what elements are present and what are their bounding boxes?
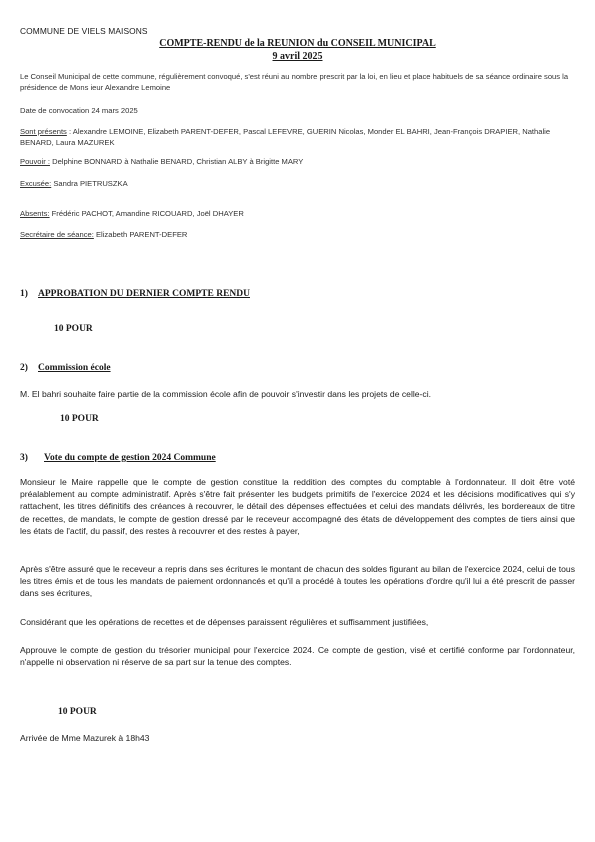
section-3-number: 3) bbox=[20, 453, 28, 463]
attendance-excusee bbox=[20, 179, 580, 190]
pouvoir-label: Pouvoir : bbox=[20, 157, 50, 166]
section-2-heading bbox=[20, 363, 111, 373]
attendance-pouvoir bbox=[20, 157, 580, 168]
secretaire-label: Secrétaire de séance: bbox=[20, 230, 94, 239]
section-3-heading bbox=[20, 453, 216, 463]
arrival-note: Arrivée de Mme Mazurek à 18h43 bbox=[20, 733, 150, 743]
section-2-body: M. El bahri souhaite faire partie de la commission école afin de pouvoir s'investir dans les projets de celle-ci. bbox=[20, 389, 431, 399]
presents-label: Sont présents bbox=[20, 127, 67, 136]
commune-name: COMMUNE DE VIELS MAISONS bbox=[20, 26, 148, 36]
section-3-paragraph: Approuve le compte de gestion du trésorier municipal pour l'exercice 2024. Ce compte de gestion, visé et certifié conforme par l'ordonnateur, n'appelle ni observation ni réserve de sa part sur la tenue des comptes. bbox=[20, 645, 575, 668]
attendance-presents bbox=[20, 127, 580, 148]
section-3-paragraph: Après s'être assuré que le receveur a repris dans ses écritures le montant de chacun des soldes figurant au bilan de l'exercice 2024, celui de tous les titres émis et de tous les mandats de paiement ordonnancés et qu'il a procédé à toutes les opérations d'ordre qu'il lui a été prescrit de passer dans ses écritures, bbox=[20, 564, 575, 599]
section-2-number: 2) bbox=[20, 363, 28, 373]
section-3-paragraph: Monsieur le Maire rappelle que le compte de gestion constitue la reddition des comptes du comptable à l'ordonnateur. Il doit être voté préalablement au compte administratif. Après s'être fait présenter les budgets primitifs de l'exercice 2024 et les décisions modificatives qui s'y rattachent, les titres définitifs des créances à recouvrer, le détail des dépenses effectuées et celui des mandats délivrés, les bordereaux de titre de recettes, de mandats, le compte de gestion dressé par le receveur accompagné des états de développement des comptes de tiers ainsi que les états de l'actif, du passif, des restes à recouvrer et des restes à payer, bbox=[20, 477, 575, 536]
section-1-number: 1) bbox=[20, 289, 28, 299]
intro-paragraph: Le Conseil Municipal de cette commune, régulièrement convoqué, s'est réuni au nombre prescrit par la loi, en lieu et place habituels de sa séance ordinaire sous la présidence de Mons ieur Alexandre Lemoine bbox=[20, 72, 569, 92]
section-3-paragraph: Considérant que les opérations de recettes et de dépenses paraissent régulières et suffisamment justifiées, bbox=[20, 617, 429, 627]
absents-list: Frédéric PACHOT, Amandine RICOUARD, Joël DHAYER bbox=[49, 209, 244, 218]
secretaire-name: Elizabeth PARENT-DEFER bbox=[93, 230, 188, 239]
document-title: COMPTE-RENDU de la REUNION du CONSEIL MUNICIPAL bbox=[159, 38, 436, 49]
section-2-vote: 10 POUR bbox=[60, 414, 99, 424]
section-3-title: Vote du compte de gestion 2024 Commune bbox=[44, 453, 216, 463]
convocation-date: Date de convocation 24 mars 2025 bbox=[20, 106, 138, 115]
absents-label: Absents: bbox=[20, 209, 50, 218]
excusee-label: Excusée: bbox=[20, 179, 52, 188]
excusee-list: Sandra PIETRUSZKA bbox=[51, 179, 128, 188]
presents-list: : Alexandre LEMOINE, Elizabeth PARENT-DEFER, Pascal LEFEVRE, GUERIN Nicolas, Monder EL BAHRI, Jean-François DRAPIER, Nathalie BENARD, Laura MAZUREK bbox=[20, 127, 551, 147]
pouvoir-list: Delphine BONNARD à Nathalie BENARD, Christian ALBY à Brigitte MARY bbox=[49, 157, 304, 166]
section-1-heading bbox=[20, 289, 250, 299]
section-2-title: Commission école bbox=[38, 363, 111, 373]
attendance-secretaire bbox=[20, 230, 580, 241]
section-1-title: APPROBATION DU DERNIER COMPTE RENDU bbox=[38, 289, 250, 299]
section-3-vote: 10 POUR bbox=[58, 707, 97, 717]
meeting-date: 9 avril 2025 bbox=[272, 51, 323, 62]
attendance-absents bbox=[20, 209, 580, 220]
section-1-vote: 10 POUR bbox=[54, 324, 93, 334]
